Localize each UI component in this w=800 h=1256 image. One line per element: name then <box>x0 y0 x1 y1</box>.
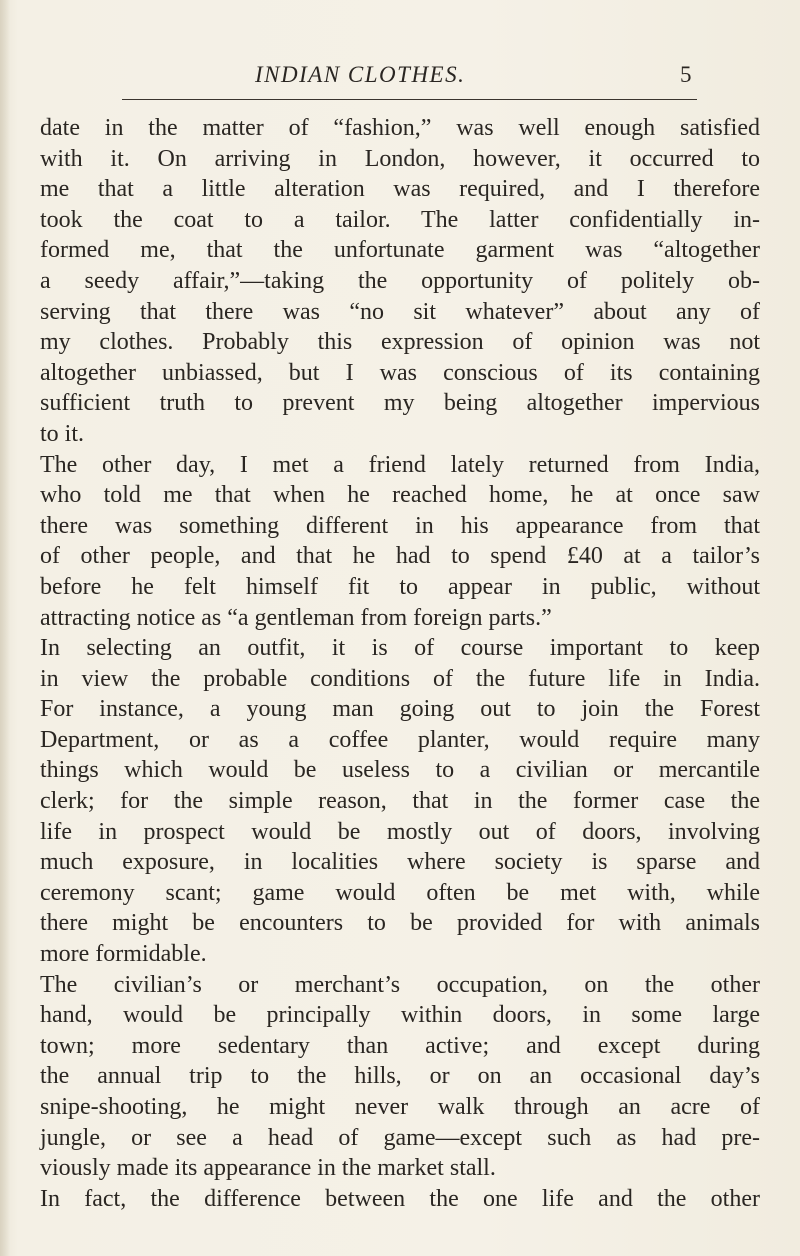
text-line: things which would be useless to a civilian or mercantile <box>40 757 760 784</box>
text-line: took the coat to a tailor. The latter confidentially in- <box>40 206 760 233</box>
text-line: In selecting an outfit, it is of course important to keep <box>40 635 760 662</box>
page-binding-shadow <box>0 0 10 1256</box>
text-line: hand, would be principally within doors, in some large <box>40 1002 760 1029</box>
text-line: to it. <box>40 420 85 447</box>
text-line: more formidable. <box>40 941 207 968</box>
page-number: 5 <box>680 62 692 87</box>
text-line: my clothes. Probably this expression of opinion was not <box>40 329 760 356</box>
text-line: the annual trip to the hills, or on an occasional day’s <box>40 1063 760 1090</box>
text-line: me that a little alteration was required, and I therefore <box>40 176 760 203</box>
text-line: Department, or as a coffee planter, would require many <box>40 726 760 753</box>
text-line: of other people, and that he had to spend £40 at a tailor’s <box>40 543 760 570</box>
text-line: The civilian’s or merchant’s occupation, on the other <box>40 971 760 998</box>
text-line: sufficient truth to prevent my being altogether impervious <box>40 390 760 417</box>
text-line: a seedy affair,”—taking the opportunity of politely ob- <box>40 267 760 294</box>
text-line: much exposure, in localities where society is sparse and <box>40 849 760 876</box>
text-line: For instance, a young man going out to join the Forest <box>40 696 760 723</box>
text-line: viously made its appearance in the market stall. <box>40 1155 496 1182</box>
text-line: The other day, I met a friend lately returned from India, <box>40 451 760 478</box>
header-rule <box>122 99 697 100</box>
text-line: altogether unbiassed, but I was conscious of its containing <box>40 359 760 386</box>
text-line: there was something different in his appearance from that <box>40 512 760 539</box>
text-line: date in the matter of “fashion,” was well enough satisfied <box>40 115 760 141</box>
text-line: before he felt himself fit to appear in public, without <box>40 573 760 600</box>
text-line: formed me, that the unfortunate garment was “altogether <box>40 237 760 264</box>
text-line: life in prospect would be mostly out of doors, involving <box>40 818 760 845</box>
text-line: in view the probable conditions of the future life in India. <box>40 665 760 692</box>
text-line: ceremony scant; game would often be met with, while <box>40 879 760 906</box>
text-line: there might be encounters to be provided for with animals <box>40 910 760 937</box>
text-line: who told me that when he reached home, he at once saw <box>40 482 760 509</box>
running-title: INDIAN CLOTHES. <box>255 62 466 87</box>
text-line: town; more sedentary than active; and except during <box>40 1032 760 1059</box>
text-line: serving that there was “no sit whatever” about any of <box>40 298 760 325</box>
text-line: snipe-shooting, he might never walk through an acre of <box>40 1094 760 1120</box>
text-line: clerk; for the simple reason, that in the former case the <box>40 788 760 815</box>
text-line: jungle, or see a head of game—except such as had pre- <box>40 1124 760 1151</box>
text-line: with it. On arriving in London, however, it occurred to <box>40 145 760 172</box>
text-line: In fact, the difference between the one life and the other <box>40 1185 760 1212</box>
text-line: attracting notice as “a gentleman from foreign parts.” <box>40 604 552 631</box>
body-text <box>40 113 760 1214</box>
running-head <box>0 62 800 102</box>
